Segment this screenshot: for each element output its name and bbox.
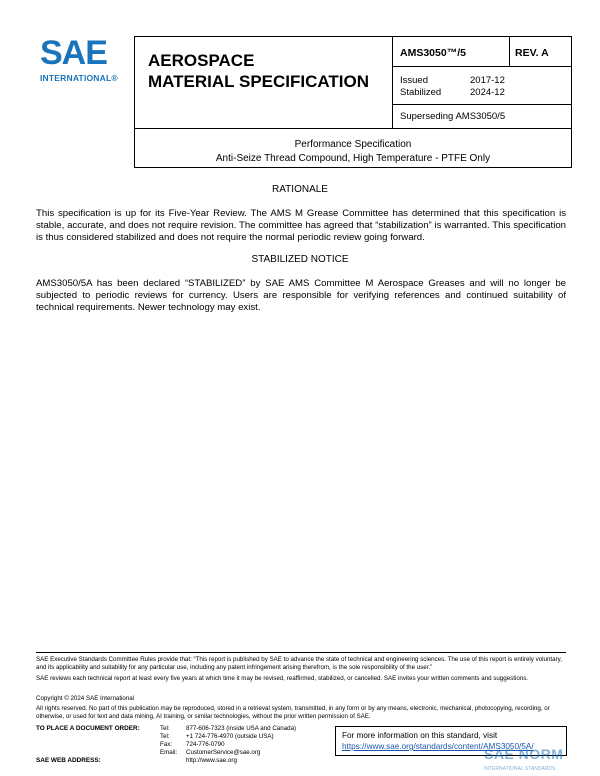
footer-review: SAE reviews each technical report at least every five years at which time it may be revised, reaffirmed, stabilized, or cancelled. SAE invites your written comments and suggestions.	[36, 675, 529, 682]
footer-copyright: Copyright © 2024 SAE International	[36, 695, 135, 702]
rationale-text: This specification is up for its Five-Year Review. The AMS M Grease Committee has determined that this specification is stable, accurate, and does not require revision. The committee has agreed that “stabilization” is warranted. This specification is thus considered stabilized and does not require the normal periodic review going forward.	[36, 208, 566, 244]
watermark-logo: SAE NORM	[484, 746, 564, 762]
notice-heading: STABILIZED NOTICE	[251, 254, 349, 265]
header-divider	[509, 36, 510, 66]
spec-type: Performance Specification	[294, 139, 412, 150]
notice-text: AMS3050/5A has been declared “STABILIZED” by SAE AMS Committee M Aerospace Greases and will no longer be subjected to periodic reviews for currency. Users are responsible for verifying references and continued suitability of technical requirements. Newer technology may exist.	[36, 278, 566, 314]
contact-row: Email: CustomerService@sae.org	[160, 749, 261, 756]
document-number: AMS3050™/5	[400, 47, 466, 59]
superseding-note: Superseding AMS3050/5	[400, 111, 506, 122]
contact-row: Tel: +1 724-776-4970 (outside USA)	[160, 733, 274, 740]
watermark-subtext: INTERNATIONAL STANDARDS	[484, 766, 556, 772]
info-text: For more information on this standard, visit	[342, 731, 498, 740]
rationale-heading: RATIONALE	[272, 184, 328, 195]
web-address-label: SAE WEB ADDRESS:	[36, 757, 101, 764]
place-order-label: TO PLACE A DOCUMENT ORDER:	[36, 725, 140, 732]
header-divider	[134, 128, 572, 129]
contact-row[interactable]	[160, 757, 296, 765]
contact-row: Fax: 724-776-0790	[160, 741, 225, 748]
header-divider	[392, 66, 572, 67]
sae-website-link: http://www.sae.org	[186, 757, 237, 764]
logo-subtext: INTERNATIONAL®	[40, 73, 118, 83]
header-divider	[392, 104, 572, 105]
contact-list	[160, 725, 296, 765]
issued-date: 2017-12	[470, 75, 505, 86]
stabilized-date: 2024-12	[470, 87, 505, 98]
document-title: AEROSPACE MATERIAL SPECIFICATION	[148, 51, 369, 91]
stabilized-label: Stabilized	[400, 87, 442, 98]
footer-divider	[36, 652, 566, 653]
logo-text: SAE	[40, 34, 107, 72]
footer-rights: All rights reserved. No part of this publication may be reproduced, stored in a retrieval system, transmitted, in any form or by any means, electronic, mechanical, photocopying, recording, or otherwise, or used for text and data mining, AI training, or similar technologies, without the prior written permission of SAE.	[36, 705, 550, 720]
spec-description	[134, 138, 572, 166]
standard-link[interactable]: https://www.sae.org/standards/content/AMS3050/5A/	[342, 742, 534, 751]
issued-label: Issued	[400, 75, 428, 86]
footer-rules: SAE Executive Standards Committee Rules provide that: “This report is published by SAE to advance the state of technical and engineering sciences. The use of this report is entirely voluntary, and its applicability and suitability for any particular use, including any patent infringement arising therefrom, is the sole responsibility of the user.”	[36, 656, 562, 671]
sae-logo	[40, 36, 122, 86]
spec-title: Anti-Seize Thread Compound, High Temperature - PTFE Only	[215, 153, 491, 164]
contact-row: Tel: 877-606-7323 (inside USA and Canada)	[160, 725, 297, 732]
revision-label: REV. A	[515, 47, 549, 59]
header-divider	[392, 36, 393, 128]
